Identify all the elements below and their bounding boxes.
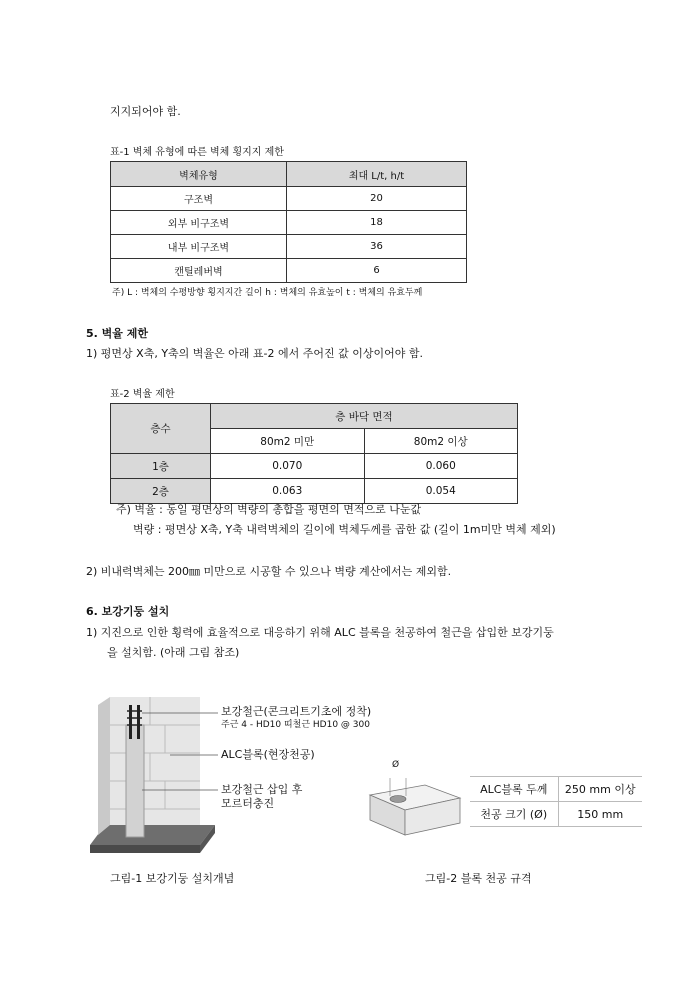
table1-note: 주) L : 벽체의 수평방향 횡지지간 길이 h : 벽체의 유효높이 t : 벽체의 유효두께 xyxy=(112,288,423,298)
table-cell: ALC블록 두께 xyxy=(470,777,558,802)
table1-caption: 표-1 벽체 유형에 따른 벽체 횡지지 제한 xyxy=(110,147,284,158)
table-header-row xyxy=(111,404,518,429)
diameter-symbol: Ø xyxy=(392,760,400,770)
fig1-label-mortar-2: 모르터충진 xyxy=(221,797,275,810)
table-cell: 0.063 xyxy=(211,479,365,504)
table-cell: 20 xyxy=(287,187,467,211)
table-cell: 천공 크기 (Ø) xyxy=(470,802,558,827)
table-cell: 외부 비구조벽 xyxy=(111,211,287,235)
fig1-label-mortar-1: 보강철근 삽입 후 xyxy=(221,783,303,796)
item2: 2) 비내력벽체는 200㎜ 미만으로 시공할 수 있으나 벽량 계산에서는 제외함. xyxy=(86,565,452,578)
table-row xyxy=(111,211,467,235)
figure2-caption: 그림-2 블록 천공 규격 xyxy=(425,872,532,885)
figure1-caption: 그림-1 보강기둥 설치개념 xyxy=(110,872,235,885)
table-row xyxy=(111,454,518,479)
table-cell: 0.060 xyxy=(364,454,518,479)
table-row xyxy=(470,802,642,827)
table-header-cell: 층수 xyxy=(111,404,211,454)
table-header-cell: 80m2 이상 xyxy=(364,429,518,454)
table-cell: 18 xyxy=(287,211,467,235)
table-header-cell: 최대 L/t, h/t xyxy=(287,162,467,187)
alc-block-illustration xyxy=(365,770,465,840)
table-cell: 250 mm 이상 xyxy=(558,777,642,802)
table-row xyxy=(111,235,467,259)
section6-heading: 6. 보강기둥 설치 xyxy=(86,605,170,618)
table2-caption: 표-2 벽율 제한 xyxy=(110,389,175,400)
table-cell: 캔틸레버벽 xyxy=(111,259,287,283)
table-cell: 6 xyxy=(287,259,467,283)
table-header-cell: 80m2 미만 xyxy=(211,429,365,454)
table2-note2: 벽량 : 평면상 X축, Y축 내력벽체의 길이에 벽체두께를 곱한 값 (길이 1m미만 벽체 제외) xyxy=(133,523,556,536)
block-spec-table xyxy=(470,776,642,827)
table-row xyxy=(470,777,642,802)
section5-heading: 5. 벽율 제한 xyxy=(86,327,148,340)
table-cell: 내부 비구조벽 xyxy=(111,235,287,259)
table-row xyxy=(111,259,467,283)
table-cell: 1층 xyxy=(111,454,211,479)
fig1-label-rebar-sub: 주근 4 - HD10 띠철근 HD10 @ 300 xyxy=(221,720,370,730)
section6-item1-line1: 1) 지진으로 인한 횡력에 효율적으로 대응하기 위해 ALC 블록을 천공하여 철근을 삽입한 보강기둥 xyxy=(86,626,554,639)
table-cell: 150 mm xyxy=(558,802,642,827)
section6-item1-line2: 을 설치함. (아래 그림 참조) xyxy=(107,646,240,659)
section5-item1: 1) 평면상 X축, Y축의 벽율은 아래 표-2 에서 주어진 값 이상이어야 함. xyxy=(86,347,423,360)
table-cell: 36 xyxy=(287,235,467,259)
table-row xyxy=(111,187,467,211)
reinforced-column-illustration xyxy=(70,685,220,865)
table-row xyxy=(111,479,518,504)
table-cell: 2층 xyxy=(111,479,211,504)
fig1-label-block: ALC블록(현장천공) xyxy=(221,748,315,761)
fig1-label-rebar: 보강철근(콘크리트기초에 정착) xyxy=(221,705,372,718)
table-header-cell: 벽체유형 xyxy=(111,162,287,187)
wall-ratio-table xyxy=(110,403,518,504)
wall-type-table xyxy=(110,161,467,283)
table-header-cell: 층 바닥 면적 xyxy=(211,404,518,429)
table-cell: 0.070 xyxy=(211,454,365,479)
table-cell: 0.054 xyxy=(364,479,518,504)
table-cell: 구조벽 xyxy=(111,187,287,211)
table-header-row xyxy=(111,162,467,187)
intro-line: 지지되어야 함. xyxy=(110,105,181,118)
table2-note1: 주) 벽율 : 동일 평면상의 벽량의 총합을 평면의 면적으로 나눈값 xyxy=(116,503,422,516)
